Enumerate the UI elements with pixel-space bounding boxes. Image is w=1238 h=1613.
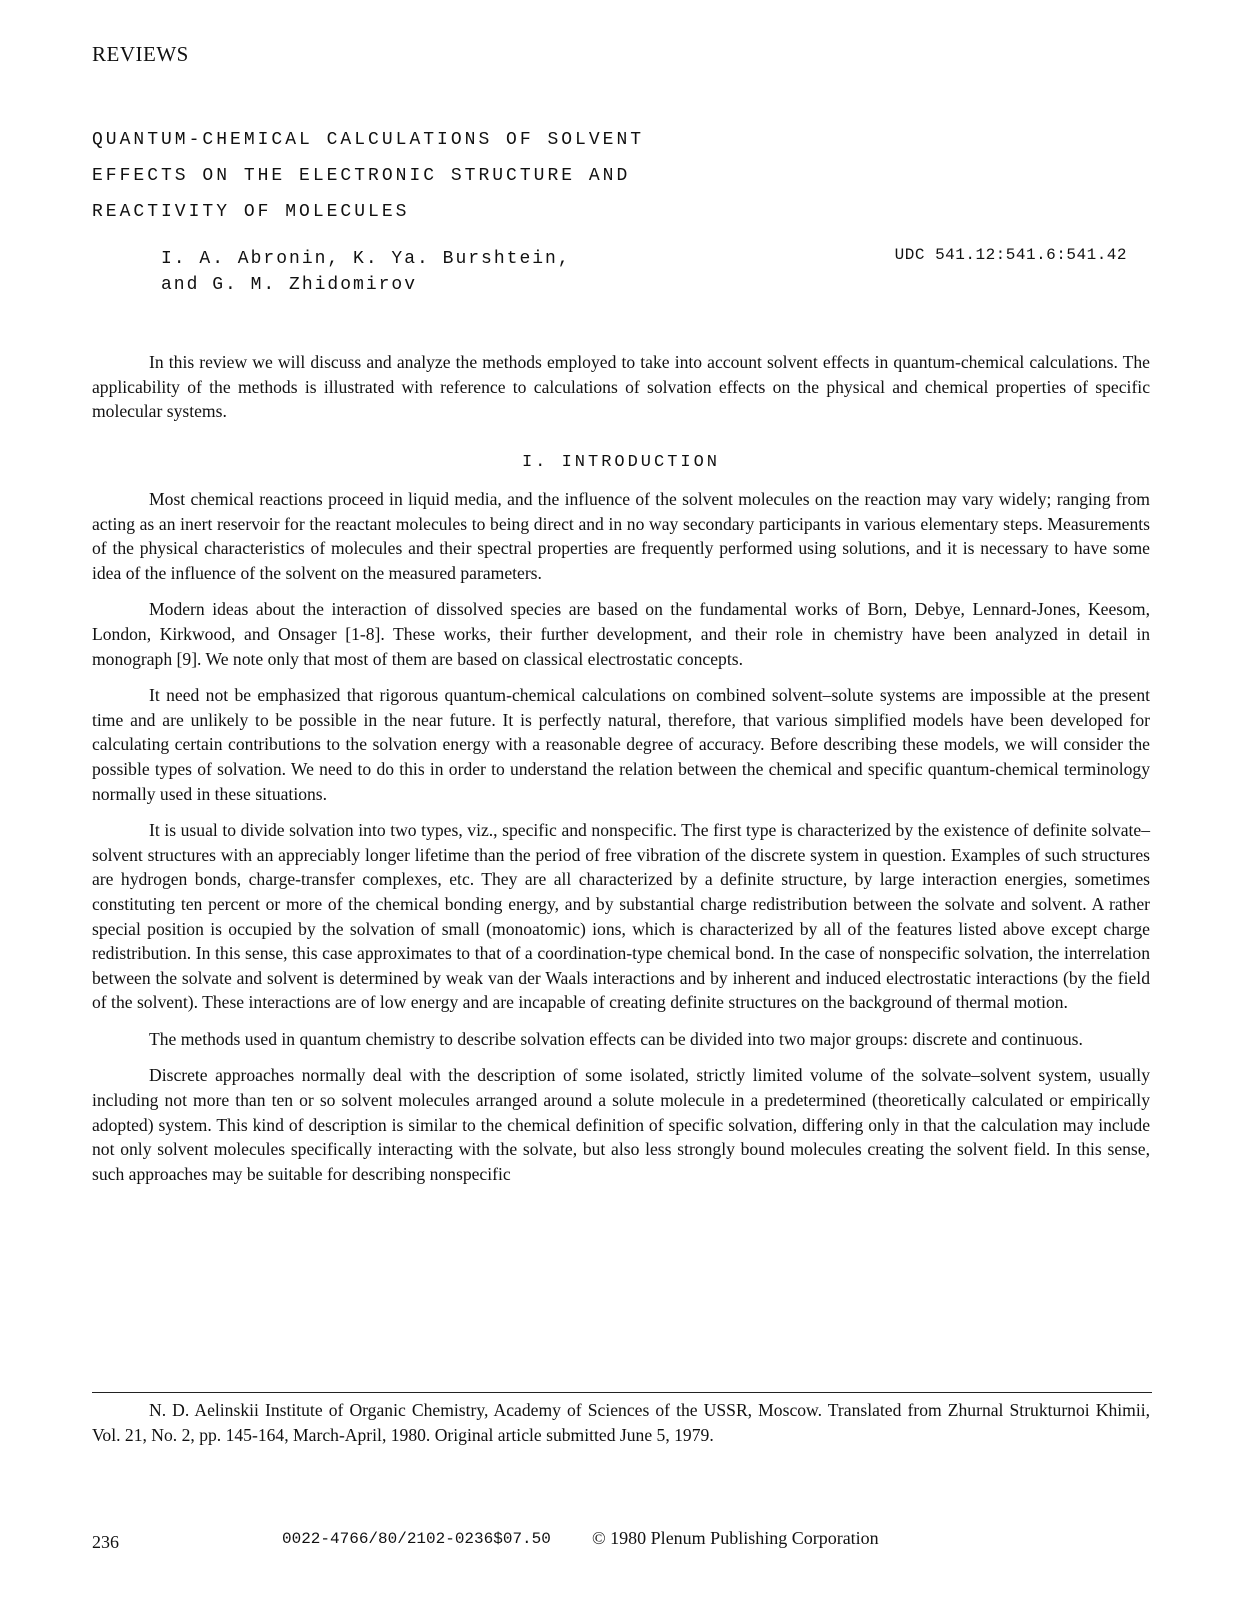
title-line: QUANTUM-CHEMICAL CALCULATIONS OF SOLVENT <box>92 130 645 150</box>
page-number: 236 <box>92 1532 119 1552</box>
paragraph: Discrete approaches normally deal with the description of some isolated, strictly limited volume of the solvate–solvent system, usually including not more than ten or so solvent molecules arranged around a solute molecule in a predetermined (theoretically calculated or empirically adopted) system. This kind of description is similar to the chemical definition of specific solvation, differing only in that the calculation may include not only solvent molecules specifically interacting with the solvate, but also less strongly bound molecules creating the solvent field. In this sense, such approaches may be suitable for describing nonspecific <box>92 1065 1150 1184</box>
paragraph: Modern ideas about the interaction of dissolved species are based on the fundamental works of Born, Debye, Lennard-Jones, Keesom, London, Kirkwood, and Onsager [1-8]. These works, their further development, and their role in chemistry have been analyzed in detail in monograph [9]. We note only that most of them are based on classical electrostatic concepts. <box>92 599 1150 669</box>
paragraph: It need not be emphasized that rigorous quantum-chemical calculations on combined solvent–solute systems are impossible at the present time and are unlikely to be possible in the near future. It is perfectly natural, therefore, that various simplified models have been developed for calculating certain contributions to the solvation energy with a reasonable degree of accuracy. Before describing these models, we will consider the possible types of solvation. We need to do this in order to understand the relation between the chemical and specific quantum-chemical terminology normally used in these situations. <box>92 685 1150 804</box>
author-list <box>161 246 571 298</box>
author-line: I. A. Abronin, K. Ya. Burshtein, <box>161 249 571 269</box>
abstract <box>92 350 1150 436</box>
paragraph: It is usual to divide solvation into two types, viz., specific and nonspecific. The first type is characterized by the existence of definite solvate–solvent structures with an appreciably longer lifetime than the period of free vibration of the discrete system in question. Examples of such structures are hydrogen bonds, charge-transfer complexes, etc. They are all characterized by a definite structure, by large interaction energies, sometimes constituting ten percent or more of the chemical bonding energy, and by substantial charge redistribution between the solvate and solvent. A rather special position is occupied by the solvation of small (monoatomic) ions, which is characterized by all of the features listed above except charge redistribution. In this sense, this case approximates to that of a coordination-type chemical bond. In the case of nonspecific solvation, the interrelation between the solvate and solvent is determined by weak van der Waals interactions and by inherent and induced electrostatic interactions (by the field of the solvent). These interactions are of low energy and are incapable of creating definite structures on the background of thermal motion. <box>92 820 1150 1013</box>
article-code: 0022-4766/80/2102-0236$07.50 <box>282 1530 551 1548</box>
body-text <box>92 487 1150 1198</box>
section-label: REVIEWS <box>92 42 189 66</box>
paragraph: The methods used in quantum chemistry to describe solvation effects can be divided into two major groups: discrete and continuous. <box>149 1028 1083 1049</box>
author-line: and G. M. Zhidomirov <box>161 275 418 295</box>
footnote <box>92 1398 1150 1447</box>
article-title <box>92 122 644 230</box>
title-line: EFFECTS ON THE ELECTRONIC STRUCTURE AND <box>92 166 631 186</box>
copyright-notice: © 1980 Plenum Publishing Corporation <box>592 1528 879 1548</box>
title-line: REACTIVITY OF MOLECULES <box>92 202 410 222</box>
abstract-text: In this review we will discuss and analyze the methods employed to take into account solvent effects in quantum-chemical calculations. The applicability of the methods is illustrated with reference to calculations of solvation effects on the physical and chemical properties of specific molecular systems. <box>92 352 1150 422</box>
paragraph: Most chemical reactions proceed in liquid media, and the influence of the solvent molecules on the reaction may vary widely; ranging from acting as an inert reservoir for the reactant molecules to being direct and in no way secondary participants in various elementary steps. Measurements of the physical characteristics of molecules and their spectral properties are frequently performed using solutions, and it is necessary to have some idea of the influence of the solvent on the measured parameters. <box>92 489 1150 583</box>
footnote-text: N. D. Aelinskii Institute of Organic Chemistry, Academy of Sciences of the USSR, Moscow. Translated from Zhurnal Strukturnoi Khimii, Vol. 21, No. 2, pp. 145-164, March-April, 1980. Original article submitted June 5, 1979. <box>92 1400 1150 1445</box>
section-heading: I. INTRODUCTION <box>521 453 721 472</box>
udc-code: UDC 541.12:541.6:541.42 <box>894 246 1127 264</box>
footnote-divider <box>92 1392 1152 1393</box>
